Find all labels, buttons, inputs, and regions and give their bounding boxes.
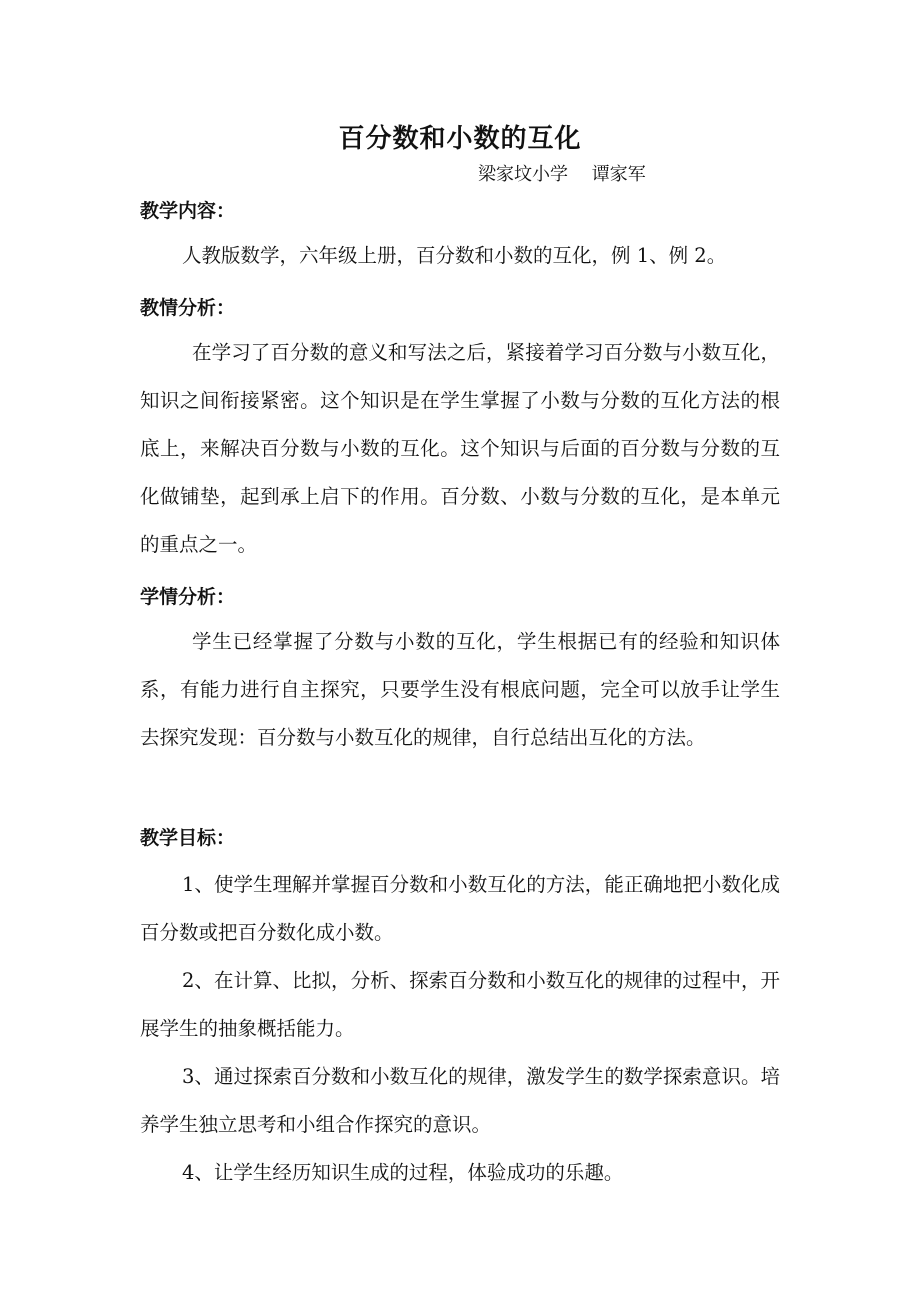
goal-item: 3、通过探索百分数和小数互化的规律，激发学生的数学探索意识。培养学生独立思考和小组合作探究的意识。: [140, 1065, 780, 1136]
goal-item: 4、让学生经历知识生成的过程，体验成功的乐趣。: [182, 1161, 624, 1184]
section-text-content: 人教版数学，六年级上册，百分数和小数的互化，例 1、例 2。: [182, 244, 727, 267]
author-line: 梁家坟小学 谭家军: [478, 164, 646, 185]
section-heading-students: 学情分析：: [140, 586, 236, 608]
section-text-analysis: 在学习了百分数的意义和写法之后，紧接着学习百分数与小数互化，知识之间衔接紧密。这个知识是在学生掌握了小数与分数的互化方法的根底上，来解决百分数与小数的互化。这个知识与后面的百分数与分数的互化做铺垫，起到承上启下的作用。百分数、小数与分数的互化，是本单元的重点之一。: [140, 341, 780, 556]
document-title: 百分数和小数的互化: [338, 124, 582, 154]
section-heading-analysis: 教情分析：: [140, 297, 236, 319]
goal-item: 2、在计算、比拟，分析、探索百分数和小数互化的规律的过程中，开展学生的抽象概括能力。: [140, 969, 780, 1040]
section-heading-goals: 教学目标：: [140, 827, 236, 849]
section-text-students: 学生已经掌握了分数与小数的互化，学生根据已有的经验和知识体系，有能力进行自主探究，只要学生没有根底问题，完全可以放手让学生去探究发现：百分数与小数互化的规律，自行总结出互化的方法。: [140, 630, 780, 749]
section-heading-content: 教学内容：: [140, 200, 236, 222]
goal-item: 1、使学生理解并掌握百分数和小数互化的方法，能正确地把小数化成百分数或把百分数化成小数。: [140, 873, 780, 944]
